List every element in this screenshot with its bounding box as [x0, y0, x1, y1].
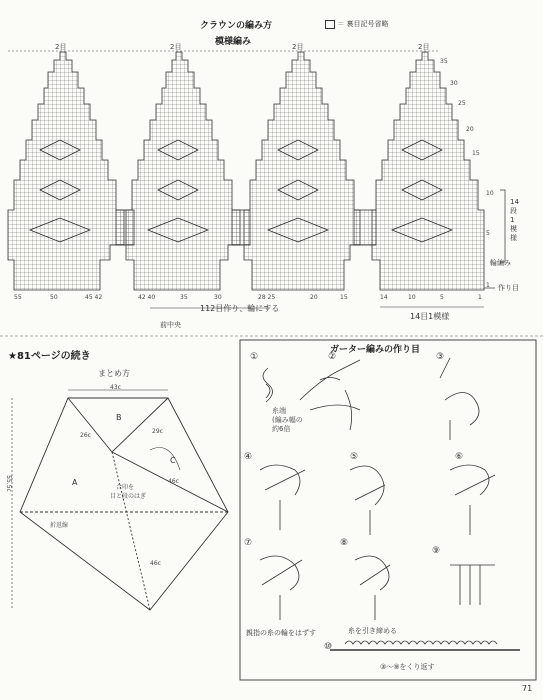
repeat-rows-label: 14段1模様 — [510, 198, 519, 242]
col-number: 42 40 — [138, 294, 156, 301]
dim-29: 29c — [152, 428, 163, 435]
yarn-note-2: (編み幅の — [272, 416, 303, 424]
legend-text: ＝ 裏目記号省略 — [337, 20, 389, 28]
step-2: ② — [328, 352, 337, 362]
row-number-10: 10 — [486, 190, 494, 197]
join-note-1: 合印を — [116, 484, 135, 491]
step-5: ⑤ — [350, 452, 359, 462]
chart-title: クラウンの編み方 — [200, 21, 273, 31]
tip-label-4: 2目 — [418, 43, 430, 51]
col-number: 14 — [380, 294, 388, 301]
garter-title: ガーター編みの作り目 — [330, 345, 421, 355]
col-number: 30 — [214, 294, 222, 301]
tip-label-3: 2目 — [292, 43, 304, 51]
remove-thumb-note: 親指の糸の輪をはずす — [246, 629, 316, 637]
part-a-label: A — [72, 478, 78, 487]
col-number: 45 42 — [85, 294, 103, 301]
yarn-note-1: 糸端 — [272, 407, 286, 415]
col-number: 1 — [478, 294, 482, 301]
yarn-note-3: 約6倍 — [272, 425, 291, 433]
step-1: ① — [250, 352, 259, 362]
front-center-label: 前中央 — [160, 321, 181, 329]
col-number: 10 — [408, 294, 416, 301]
fold-line-label: 折返線 — [50, 522, 69, 529]
row-number-1: 1 — [486, 282, 490, 289]
step-4: ④ — [244, 452, 253, 462]
garter-label: 輪編み — [490, 259, 511, 267]
col-number: 15 — [340, 294, 348, 301]
yarn-loop-drawing — [263, 368, 273, 402]
col-number: 50 — [50, 294, 58, 301]
col-number: 55 — [14, 294, 22, 301]
assembly-title: まとめ方 — [98, 369, 130, 378]
cast-on-note: 112目作り、輪にする — [200, 304, 280, 313]
part-b-label: B — [116, 413, 122, 422]
step-6: ⑥ — [455, 452, 464, 462]
row-number-30: 30 — [450, 80, 458, 87]
step-10: ⑩ — [324, 642, 333, 652]
dim-26: 26c — [80, 432, 91, 439]
tip-label-1: 2目 — [55, 43, 67, 51]
page-number: 71 — [522, 684, 533, 693]
col-number: 20 — [310, 294, 318, 301]
row-number-25: 25 — [458, 100, 466, 107]
tip-label-2: 2目 — [170, 43, 182, 51]
join-note-2: 目と段のはぎ — [110, 493, 147, 500]
col-number: 28 25 — [258, 294, 276, 301]
row-number-20: 20 — [466, 126, 474, 133]
continuation-heading: ★81ページの続き — [8, 351, 91, 362]
col-number: 35 — [180, 294, 188, 301]
step-3: ③ — [436, 352, 445, 362]
dim-top-width: 43c — [110, 384, 121, 391]
pull-yarn-note: 糸を引き締める — [348, 627, 397, 635]
chart-subtitle: 模様編み — [215, 37, 252, 47]
row-number-35: 35 — [440, 58, 448, 65]
dim-46-b: 46c — [150, 560, 161, 567]
col-number: 5 — [440, 294, 444, 301]
dim-left-height: 55.5c — [4, 475, 12, 492]
dim-46-a: 46c — [168, 478, 179, 485]
row-number-15: 15 — [472, 150, 480, 157]
repeat-steps-note: ③～⑨をくり返す — [380, 663, 435, 671]
step-9: ⑨ — [432, 546, 441, 556]
step-7: ⑦ — [244, 538, 253, 548]
part-c-label: C — [170, 456, 176, 465]
repeat-stitches-label: 14目1模様 — [410, 312, 450, 321]
step-8: ⑧ — [340, 538, 349, 548]
row-number-5: 5 — [486, 230, 490, 237]
cast-on-label: 作り目 — [498, 284, 519, 292]
